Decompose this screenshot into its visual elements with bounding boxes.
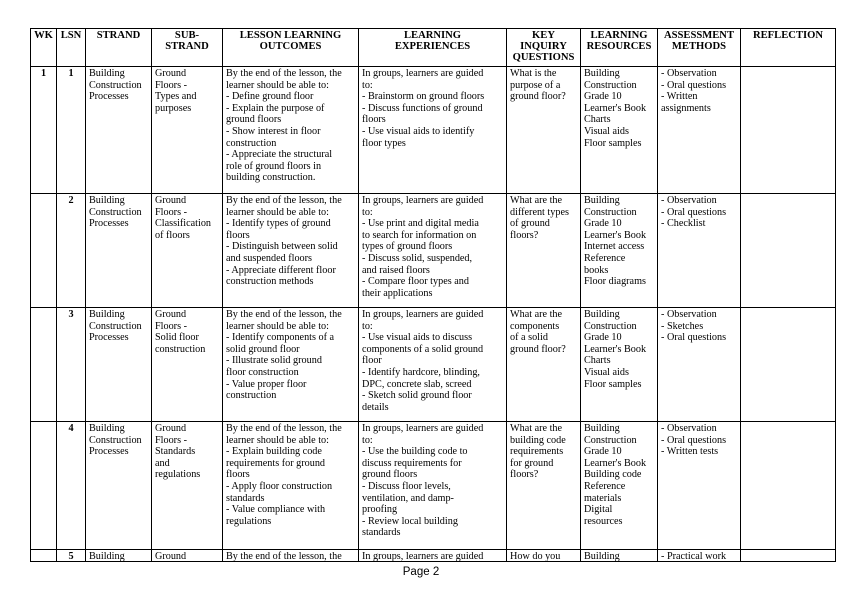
cell-resources: Building [581,550,658,563]
cell-questions: What is the purpose of a ground floor? [507,67,581,194]
cell-lesson: 5 [57,550,86,563]
cell-week [31,550,57,563]
cell-lesson: 4 [57,422,86,550]
cell-experiences: In groups, learners are guided [359,550,507,563]
cell-experiences: In groups, learners are guided to: - Use visual aids to discuss components of a solid ground floor - Identify hardcore, blinding, DPC, concrete slab, screed - Sketch solid ground floor details [359,308,507,422]
cell-week [31,194,57,308]
header-outcomes: LESSON LEARNING OUTCOMES [223,29,359,67]
cell-strand: Building Construction Processes [86,194,152,308]
cell-reflection [741,422,836,550]
cell-reflection [741,550,836,563]
cell-reflection [741,194,836,308]
cell-lesson: 2 [57,194,86,308]
header-assessment: ASSESSMENT METHODS [658,29,741,67]
cell-questions: What are the building code requirements for ground floors? [507,422,581,550]
table-row [31,308,836,422]
cell-assessment: - Observation - Sketches - Oral questions [658,308,741,422]
cell-outcomes: By the end of the lesson, the learner should be able to: - Explain building code requirements for ground floors - Apply floor construction standards - Value compliance with regulations [223,422,359,550]
header-lsn: LSN [57,29,86,67]
cell-questions: What are the different types of ground floors? [507,194,581,308]
cell-reflection [741,308,836,422]
cell-resources: Building Construction Grade 10 Learner's Book Building code Reference materials Digital resources [581,422,658,550]
scheme-of-work-table-wrapper [30,28,836,562]
table-row [31,194,836,308]
header-row [31,29,836,67]
cell-sub-strand: Ground Floors - Solid floor construction [152,308,223,422]
cell-experiences: In groups, learners are guided to: - Use the building code to discuss requirements for ground floors - Discuss floor levels, ventilation, and damp- proofing - Review local building standards [359,422,507,550]
cell-assessment: - Observation - Oral questions - Written assignments [658,67,741,194]
header-strand: STRAND [86,29,152,67]
header-wk: WK [31,29,57,67]
cell-reflection [741,67,836,194]
cell-sub-strand: Ground [152,550,223,563]
cell-questions: How do you [507,550,581,563]
cell-experiences: In groups, learners are guided to: - Brainstorm on ground floors - Discuss functions of ground floors - Use visual aids to identify floor types [359,67,507,194]
cell-week [31,422,57,550]
header-questions: KEY INQUIRY QUESTIONS [507,29,581,67]
cell-strand: Building Construction Processes [86,422,152,550]
scheme-of-work-table [30,28,836,562]
cell-lesson: 1 [57,67,86,194]
cell-lesson: 3 [57,308,86,422]
cell-week [31,308,57,422]
table-row [31,550,836,563]
table-row [31,67,836,194]
cell-sub-strand: Ground Floors - Standards and regulations [152,422,223,550]
cell-assessment: - Observation - Oral questions - Written tests [658,422,741,550]
cell-assessment: - Observation - Oral questions - Checklist [658,194,741,308]
cell-strand: Building [86,550,152,563]
header-sub-strand: SUB- STRAND [152,29,223,67]
cell-resources: Building Construction Grade 10 Learner's Book Internet access Reference books Floor diagrams [581,194,658,308]
cell-sub-strand: Ground Floors - Classification of floors [152,194,223,308]
cell-outcomes: By the end of the lesson, the learner should be able to: - Define ground floor - Explain the purpose of ground floors - Show interest in floor construction - Appreciate the structural role of ground floors in building construction. [223,67,359,194]
header-resources: LEARNING RESOURCES [581,29,658,67]
header-experiences: LEARNING EXPERIENCES [359,29,507,67]
cell-questions: What are the components of a solid ground floor? [507,308,581,422]
cell-sub-strand: Ground Floors - Types and purposes [152,67,223,194]
cell-outcomes: By the end of the lesson, the learner should be able to: - Identify components of a solid ground floor - Illustrate solid ground floor construction - Value proper floor construction [223,308,359,422]
cell-strand: Building Construction Processes [86,67,152,194]
page-number: Page 2 [402,566,440,578]
cell-outcomes: By the end of the lesson, the learner should be able to: - Identify types of ground floors - Distinguish between solid and suspended floors - Appreciate different floor construction methods [223,194,359,308]
cell-week: 1 [31,67,57,194]
cell-outcomes: By the end of the lesson, the [223,550,359,563]
header-reflection: REFLECTION [741,29,836,67]
cell-assessment: - Practical work [658,550,741,563]
cell-experiences: In groups, learners are guided to: - Use print and digital media to search for information on types of ground floors - Discuss solid, suspended, and raised floors - Compare floor types and their applications [359,194,507,308]
cell-resources: Building Construction Grade 10 Learner's Book Charts Visual aids Floor samples [581,308,658,422]
cell-strand: Building Construction Processes [86,308,152,422]
cell-resources: Building Construction Grade 10 Learner's Book Charts Visual aids Floor samples [581,67,658,194]
table-row [31,422,836,550]
